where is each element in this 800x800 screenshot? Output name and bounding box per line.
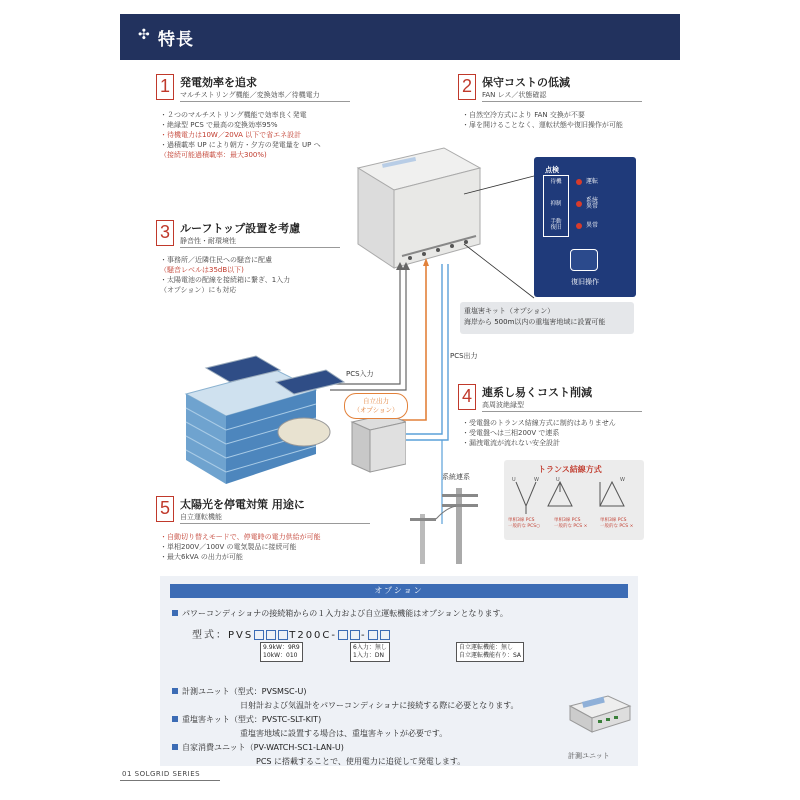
list-item: ・自動切り替えモードで、停電時の電力供給が可能 <box>160 533 321 541</box>
tag-text: 6入力：無し <box>353 644 387 651</box>
transformer-symbols <box>510 476 638 516</box>
feature-5-bullets <box>160 532 321 562</box>
svg-text:W: W <box>534 477 539 483</box>
header-band <box>120 14 680 60</box>
square-bullet-icon <box>172 610 178 616</box>
model-prefix: 型式：PVS <box>192 630 254 641</box>
svg-text:U: U <box>556 477 560 483</box>
salt-kit-desc: 海岸から 500m以内の重塩害地域に設置可能 <box>464 318 606 326</box>
list-item: ・最大6kVA の出力が可能 <box>160 553 243 561</box>
square-bullet-icon <box>172 744 178 750</box>
list-item: （騒音レベルは35dB以下) <box>160 266 244 274</box>
list-item: ・受電盤のトランス結線方式に制約はありません <box>462 419 616 427</box>
status-label-grid-error: 系統 異常 <box>586 197 599 210</box>
model-tag-input <box>350 642 390 662</box>
status-label-run: 運転 <box>586 178 599 185</box>
led-indicator <box>576 179 582 185</box>
feature-1-rule <box>180 101 350 102</box>
option-item-1 <box>172 686 306 697</box>
status-heading: 点検 <box>545 166 559 174</box>
feature-5-number: 5 <box>156 496 174 522</box>
option-item-1-desc: 日射計および気温計をパワーコンディショナに接続する際に必要となります。 <box>240 701 519 710</box>
self-output-label: 自立出力 <box>363 397 389 405</box>
pcs-output-label: PCS出力 <box>450 352 478 360</box>
list-item: ・過積載率 UP により朝方・夕方の発電量を UP へ <box>160 141 321 149</box>
option-item-3 <box>172 742 344 753</box>
page <box>120 14 680 786</box>
svg-text:U: U <box>512 477 516 483</box>
feature-3-bullets <box>160 255 290 295</box>
tag-text: 1入力：DN <box>353 652 384 659</box>
option-item-name: 計測ユニット（型式：PVSMSC-U) <box>182 687 307 696</box>
feature-2-rule <box>482 101 642 102</box>
list-item: ・扉を開けることなく、運転状態や復旧操作が可能 <box>462 121 623 129</box>
list-item: ・受電盤へは三相200V で連系 <box>462 429 560 437</box>
reset-button[interactable] <box>570 249 598 271</box>
feature-4-subtitle: 高周波絶縁型 <box>482 401 524 409</box>
status-label-manual: 手動 復旧 <box>550 219 562 231</box>
list-item: ・漏洩電流が流れない安全設計 <box>462 439 560 447</box>
option-item-2 <box>172 714 321 725</box>
feature-2-number: 2 <box>458 74 476 100</box>
feature-5-title: 太陽光を停電対策 用途に <box>180 498 305 511</box>
feature-4-title: 連系し易くコスト削減 <box>482 386 592 399</box>
option-item-2-desc: 重塩害地域に設置する場合は、重塩害キットが必要です。 <box>240 729 448 738</box>
feature-3-title: ルーフトップ設置を考慮 <box>180 222 301 235</box>
model-tag-capacity <box>260 642 303 662</box>
status-label-error: 異常 <box>586 222 599 229</box>
tag-text: 自立運転機能：無し <box>459 644 514 651</box>
option-intro-text: パワーコンディショナの接続箱からの１入力および自立運転機能はオプションとなります。 <box>182 609 508 618</box>
feature-1-title: 発電効率を追求 <box>180 76 257 89</box>
svg-text:W: W <box>620 477 625 483</box>
option-item-name: 自家消費ユニット（PV-WATCH-SC1-LAN-U) <box>182 743 344 752</box>
salt-kit-title: 重塩害キット（オプション） <box>464 307 555 315</box>
measurement-unit-label: 計測ユニット <box>568 752 610 760</box>
feature-4-rule <box>482 411 642 412</box>
option-intro <box>172 608 508 619</box>
model-tag-self-run <box>456 642 524 662</box>
list-item: （オプション）にも対応 <box>160 286 237 294</box>
tag-text: 自立運転機能有り：SA <box>459 652 522 659</box>
transformer-title: トランス結線方式 <box>538 465 602 474</box>
feature-5-rule <box>180 523 370 524</box>
list-item: ・２つのマルチストリング機能で効率良く発電 <box>160 111 307 119</box>
page-footer: 01 SOLGRID SERIES <box>122 770 201 778</box>
feature-3-subtitle: 静音性・耐環境性 <box>180 237 236 245</box>
list-item: ・自然空冷方式により FAN 交換が不要 <box>462 111 585 119</box>
model-code: 型式：PVS T200C- - <box>192 626 391 641</box>
compass-icon: ✣ <box>138 27 150 43</box>
status-label-suppress: 抑制 <box>550 201 562 207</box>
feature-5-subtitle: 自立運転機能 <box>180 513 222 521</box>
utility-pole-illustration <box>406 484 496 564</box>
pcs-input-label: PCS入力 <box>346 370 374 378</box>
led-indicator <box>576 201 582 207</box>
list-item: ・太陽電池の配線を接続箱に繋ぎ、1入力 <box>160 276 291 284</box>
grid-connection-label: 系統連系 <box>442 473 470 481</box>
footer-rule <box>120 780 220 781</box>
option-item-3-desc: PCS に搭載することで、使用電力に追従して発電します。 <box>256 757 466 766</box>
led-indicator <box>576 223 582 229</box>
list-item: ・絶縁型 PCS で最高の変換効率95% <box>160 121 278 129</box>
option-item-name: 重塩害キット（型式：PVSTC-SLT-KIT) <box>182 715 322 724</box>
feature-3-rule <box>180 247 340 248</box>
transformer-label-3: 単相3線 PCS 一般的な PCS × <box>600 518 634 529</box>
tag-text: 9.9kW：9R9 <box>263 644 300 651</box>
status-label-standby: 待機 <box>550 179 562 185</box>
model-mid: T200C- <box>289 630 338 641</box>
feature-3-number: 3 <box>156 220 174 246</box>
feature-1-subtitle: マルチストリング機能／変換効率／待機電力 <box>180 91 320 99</box>
building-illustration <box>176 354 406 494</box>
status-panel <box>534 157 636 297</box>
square-bullet-icon <box>172 716 178 722</box>
feature-2-subtitle: FAN レス／状態確認 <box>482 91 547 99</box>
page-title: 特長 <box>158 30 194 50</box>
feature-2-title: 保守コストの低減 <box>482 76 570 89</box>
self-output-option-label: （オプション） <box>353 406 399 414</box>
transformer-label-1: 単相3線 PCS 一般的な PCS○ <box>508 518 541 529</box>
measurement-unit-illustration <box>568 692 632 734</box>
feature-4-number: 4 <box>458 384 476 410</box>
list-item: ・待機電力は10W／20VA 以下で省エネ設計 <box>160 131 302 139</box>
transformer-label-2: 単相3線 PCS 一般的な PCS × <box>554 518 588 529</box>
feature-1-number: 1 <box>156 74 174 100</box>
reset-label: 復旧操作 <box>571 278 599 286</box>
square-bullet-icon <box>172 688 178 694</box>
feature-1-bullets <box>160 110 321 160</box>
transformer-diagram <box>504 460 644 540</box>
list-item: （接続可能過積載率：最大300%) <box>160 151 267 159</box>
list-item: ・事務所／近隣住民への騒音に配慮 <box>160 256 272 264</box>
feature-2-bullets <box>462 110 623 130</box>
tag-text: 10kW：010 <box>263 652 298 659</box>
option-band: オプション <box>170 584 628 598</box>
list-item: ・単相200V／100V の電気製品に接続可能 <box>160 543 297 551</box>
feature-4-bullets <box>462 418 616 448</box>
self-output-badge <box>344 393 408 419</box>
